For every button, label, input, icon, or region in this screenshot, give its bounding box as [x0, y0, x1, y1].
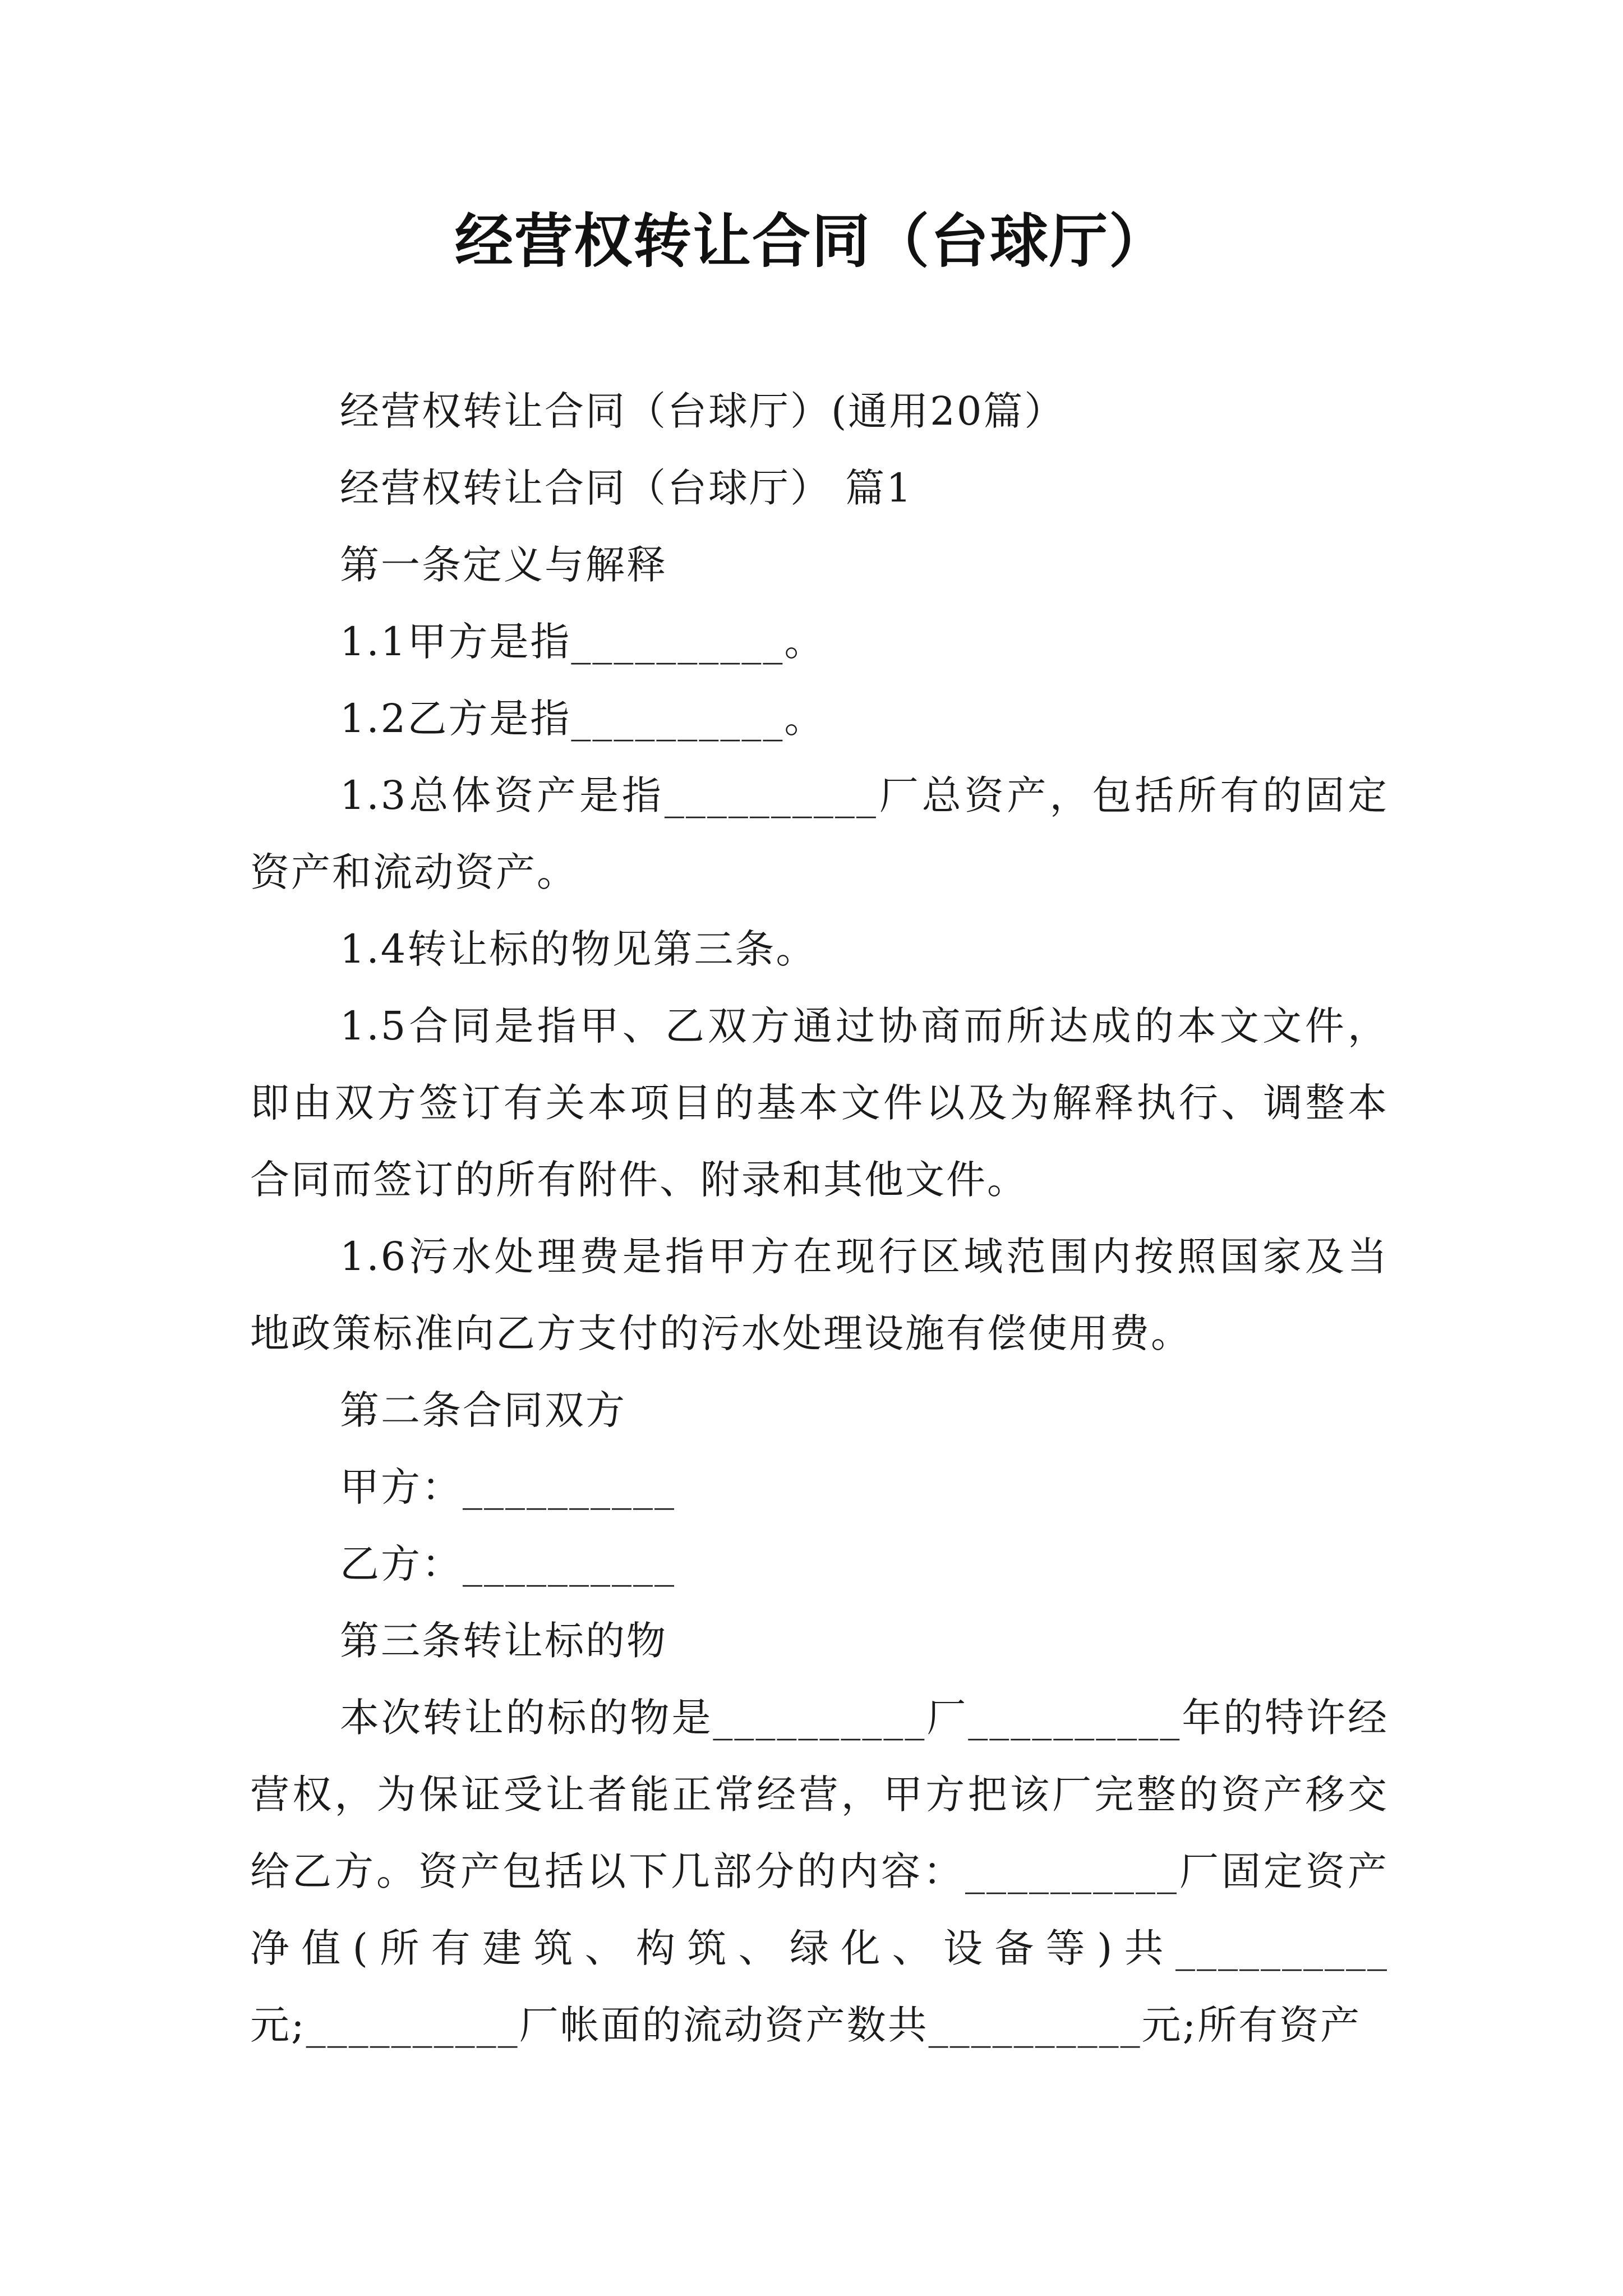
paragraph-1-4: 1.4转让标的物见第三条。 [340, 926, 817, 972]
paragraph-article-3-body: 本次转让的标的物是__________厂__________年的特许经营权，为保证受让者能正常经营，甲方把该厂完整的资产移交给乙方。资产包括以下几部分的内容：__________厂固定资产净值(所有建筑、构筑、绿化、设备等)共__________元;__________厂帐面的流动资产数共__________元;所有资产 [250, 1695, 1389, 2048]
paragraph-1-1: 1.1甲方是指__________。 [340, 619, 826, 665]
paragraph-party-a: 甲方：__________ [340, 1464, 676, 1510]
paragraph-article-3-heading: 第三条转让标的物 [340, 1618, 667, 1664]
paragraph-party-b: 乙方：__________ [340, 1541, 676, 1587]
document-title: 经营权转让合同（台球厅） [454, 207, 1168, 275]
paragraph-chapter-heading: 经营权转让合同（台球厅） 篇1 [340, 465, 913, 511]
paragraph-subtitle: 经营权转让合同（台球厅）(通用20篇） [340, 388, 1066, 434]
document-body [250, 373, 1389, 2064]
paragraph-article-1-heading: 第一条定义与解释 [340, 542, 667, 588]
paragraph-article-2-heading: 第二条合同双方 [340, 1387, 626, 1433]
paragraph-1-6: 1.6污水处理费是指甲方在现行区域范围内按照国家及当地政策标准向乙方支付的污水处理设施有偿使用费。 [250, 1234, 1389, 1356]
paragraph-1-2: 1.2乙方是指__________。 [340, 696, 826, 742]
paragraph-1-5: 1.5合同是指甲、乙双方通过协商而所达成的本文文件，即由双方签订有关本项目的基本文件以及为解释执行、调整本合同而签订的所有附件、附录和其他文件。 [250, 1003, 1389, 1203]
paragraph-1-3: 1.3总体资产是指__________厂总资产，包括所有的固定资产和流动资产。 [250, 772, 1389, 895]
